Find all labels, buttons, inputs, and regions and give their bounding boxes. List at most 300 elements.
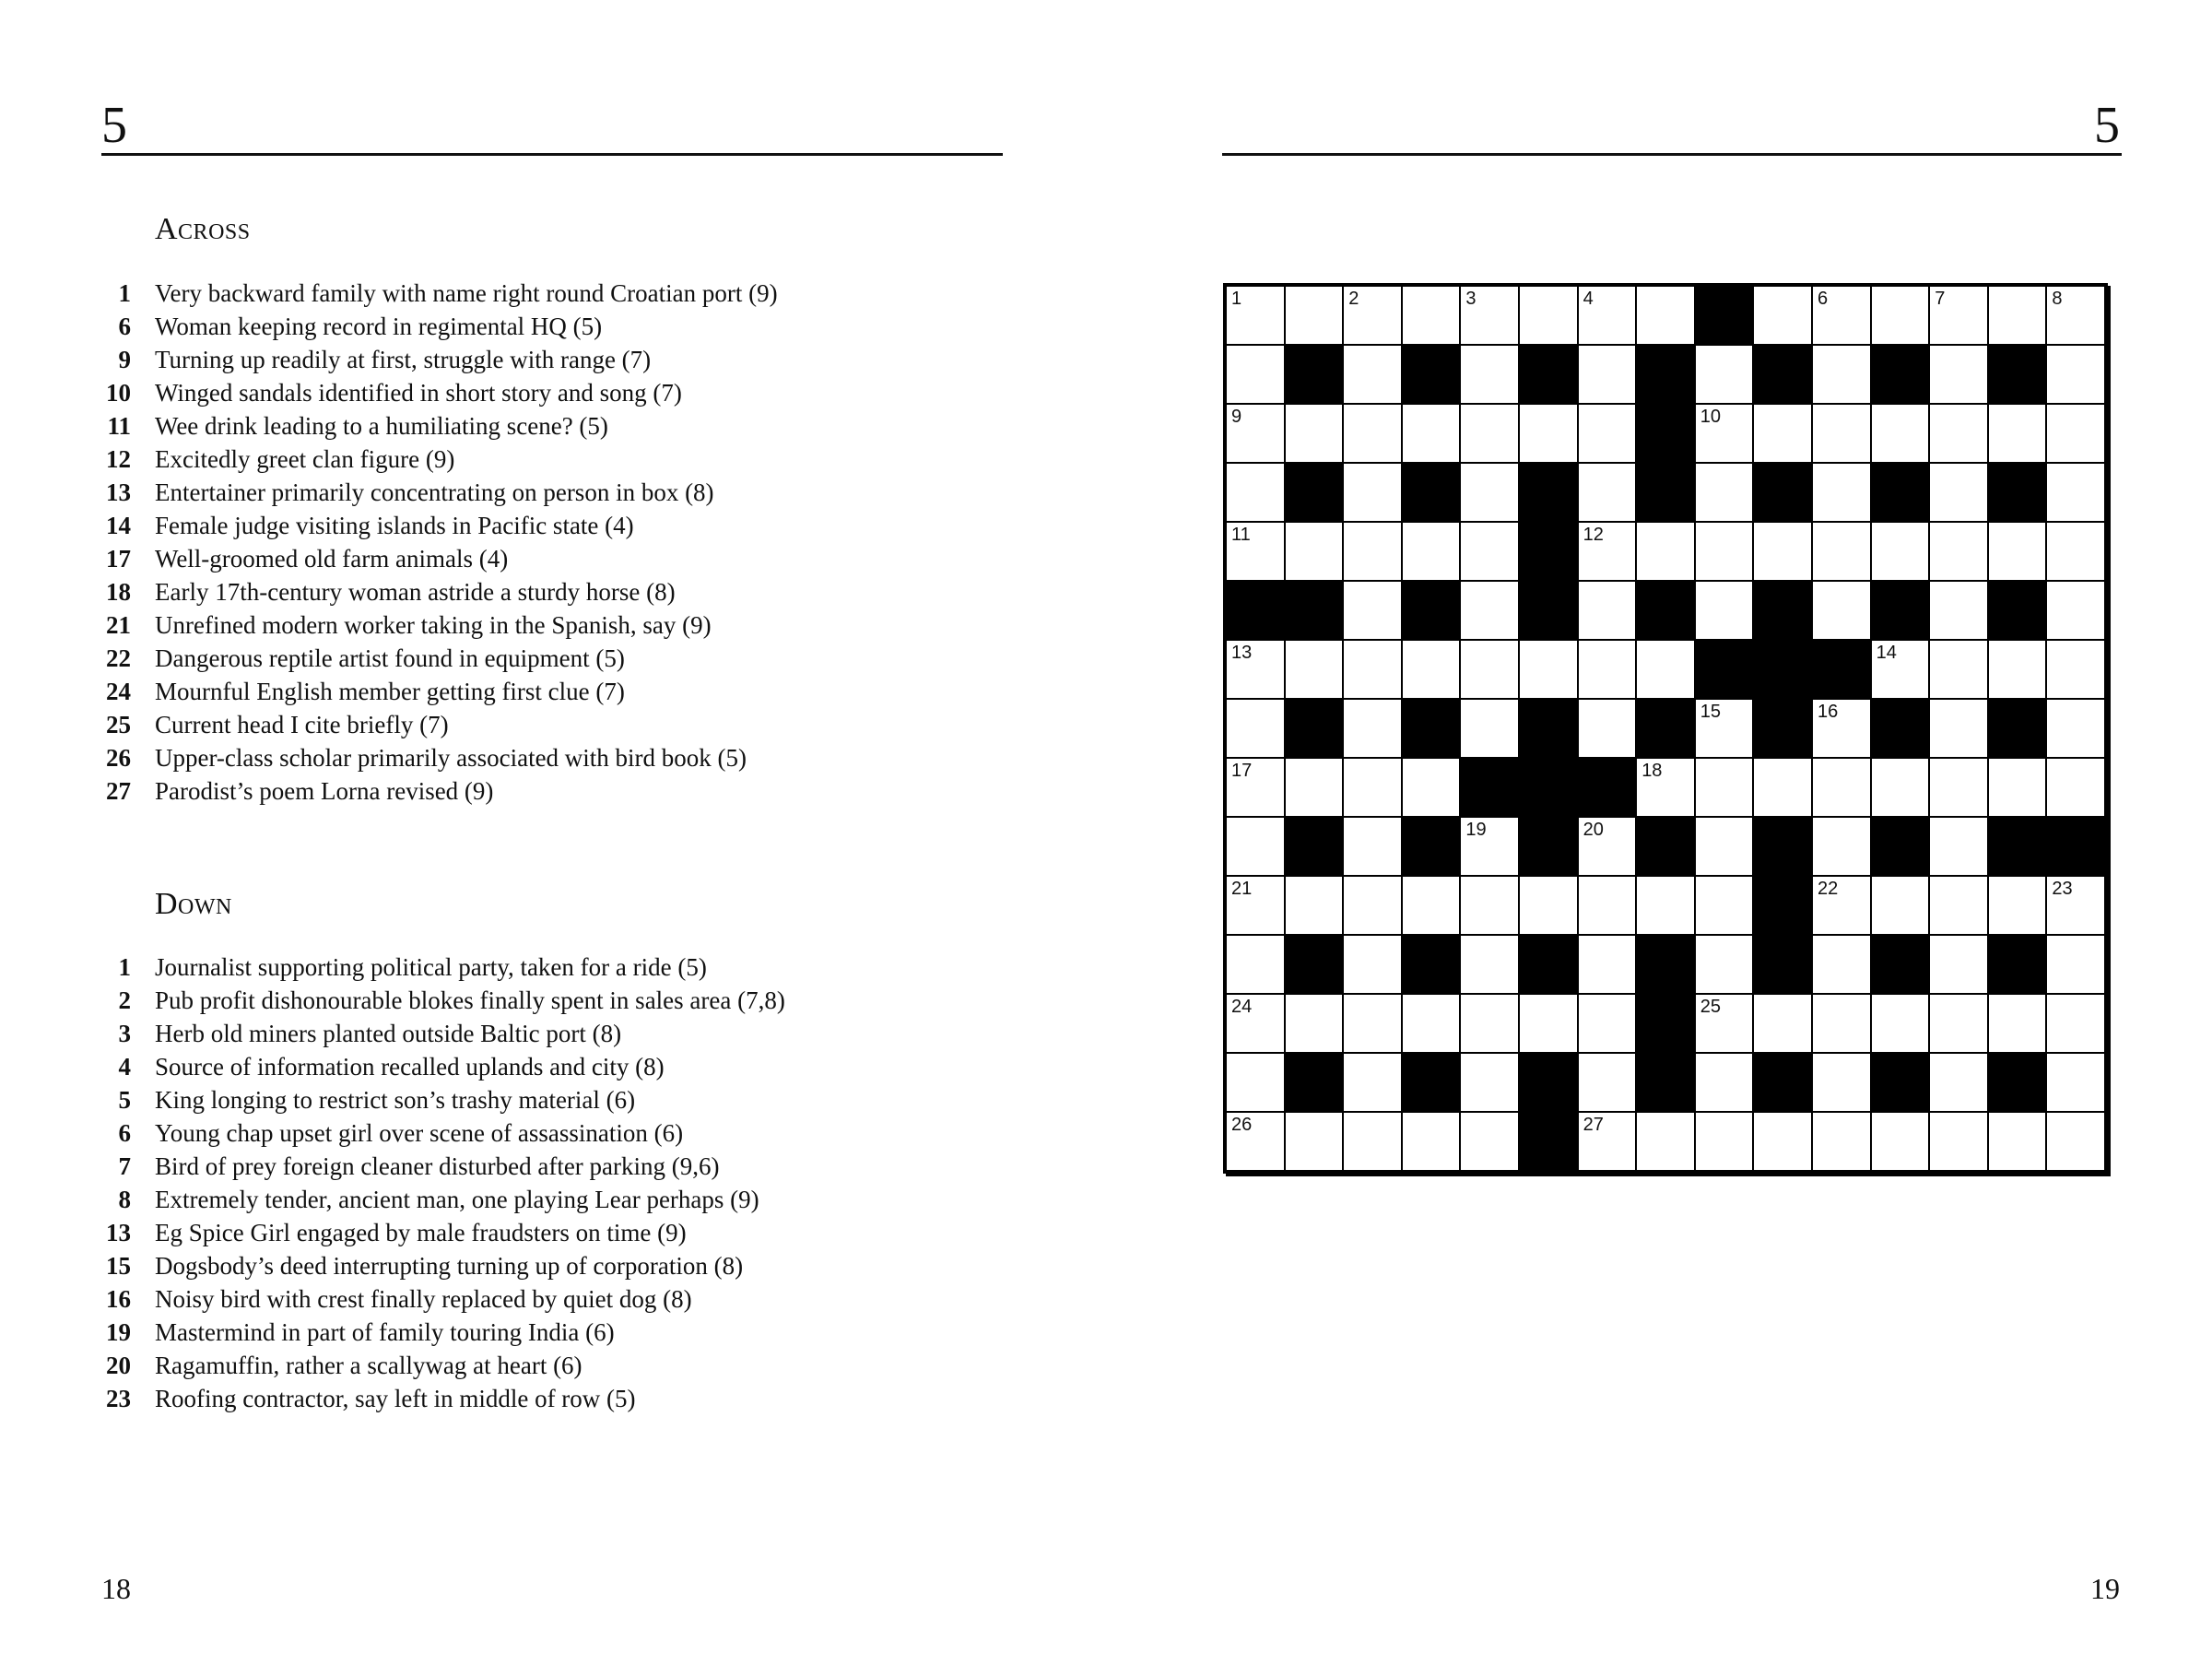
clue-text: Well-groomed old farm animals (4) [155, 544, 509, 573]
clue-text: Woman keeping record in regimental HQ (5) [155, 312, 603, 340]
grid-cell[interactable] [1344, 995, 1401, 1052]
grid-cell[interactable] [1579, 818, 1636, 875]
grid-block [1286, 818, 1343, 875]
grid-cell[interactable] [1813, 877, 1870, 934]
down-clue [92, 1382, 785, 1415]
grid-cell[interactable] [1344, 405, 1401, 462]
across-clue [92, 741, 778, 774]
grid-cell[interactable] [1227, 877, 1284, 934]
down-heading: Down [155, 887, 232, 921]
grid-block [1696, 641, 1753, 698]
clue-number: 5 [118, 1085, 131, 1114]
grid-cell[interactable] [1872, 1113, 1929, 1170]
clue-number: 14 [106, 511, 131, 539]
grid-block [1403, 582, 1460, 639]
grid-cell[interactable] [1930, 1113, 1987, 1170]
grid-cell[interactable] [1286, 405, 1343, 462]
grid-cell[interactable] [1989, 405, 2046, 462]
grid-block [1286, 346, 1343, 403]
grid-cell[interactable] [1344, 1113, 1401, 1170]
grid-cell[interactable] [1637, 1113, 1694, 1170]
grid-cell[interactable] [1813, 287, 1870, 344]
grid-block [1286, 700, 1343, 757]
grid-cell[interactable] [1813, 405, 1870, 462]
grid-cell[interactable] [1579, 1054, 1636, 1111]
across-heading: Across [155, 212, 251, 246]
grid-cell[interactable] [2047, 464, 2104, 521]
grid-cell[interactable] [2047, 877, 2104, 934]
grid-block [1637, 700, 1694, 757]
grid-cell[interactable] [1227, 346, 1284, 403]
grid-cell[interactable] [1930, 582, 1987, 639]
clue-number: 25 [106, 710, 131, 738]
clue-number: 27 [106, 776, 131, 805]
cell-number: 3 [1465, 289, 1477, 309]
grid-cell[interactable] [1813, 346, 1870, 403]
grid-block [1403, 936, 1460, 993]
clue-number: 23 [106, 1384, 131, 1412]
grid-cell[interactable] [1344, 287, 1401, 344]
grid-cell[interactable] [1813, 1054, 1870, 1111]
clue-text: Turning up readily at first, struggle with range (7) [155, 345, 652, 373]
grid-cell[interactable] [1579, 582, 1636, 639]
grid-cell[interactable] [1872, 523, 1929, 580]
grid-block [1520, 464, 1577, 521]
grid-block [1754, 1054, 1811, 1111]
grid-cell[interactable] [2047, 1113, 2104, 1170]
grid-cell[interactable] [1344, 700, 1401, 757]
across-clue [92, 443, 778, 476]
cell-number: 24 [1231, 997, 1253, 1017]
cell-number: 23 [2052, 879, 2073, 899]
grid-block [1754, 464, 1811, 521]
grid-cell[interactable] [1872, 995, 1929, 1052]
grid-cell[interactable] [1813, 523, 1870, 580]
grid-cell[interactable] [1813, 818, 1870, 875]
grid-cell[interactable] [1344, 582, 1401, 639]
grid-cell[interactable] [1696, 995, 1753, 1052]
grid-cell[interactable] [1579, 700, 1636, 757]
clue-number: 17 [106, 544, 131, 573]
grid-block [1872, 818, 1929, 875]
clue-text: Source of information recalled uplands and city (8) [155, 1052, 665, 1081]
grid-block [1637, 405, 1694, 462]
header-rule-left [101, 153, 1003, 156]
grid-cell[interactable] [1286, 759, 1343, 816]
cell-number: 21 [1231, 879, 1253, 899]
grid-cell[interactable] [1637, 877, 1694, 934]
grid-cell[interactable] [1754, 523, 1811, 580]
down-clue [92, 1249, 785, 1282]
grid-block [1403, 346, 1460, 403]
clue-text: Winged sandals identified in short story and song (7) [155, 378, 682, 407]
grid-cell[interactable] [1637, 759, 1694, 816]
grid-cell[interactable] [2047, 523, 2104, 580]
grid-cell[interactable] [1872, 405, 1929, 462]
grid-cell[interactable] [1696, 464, 1753, 521]
across-clue [92, 642, 778, 675]
grid-cell[interactable] [1579, 1113, 1636, 1170]
down-clue [92, 1150, 785, 1183]
grid-cell[interactable] [1989, 523, 2046, 580]
grid-cell[interactable] [1989, 877, 2046, 934]
grid-cell[interactable] [1403, 1113, 1460, 1170]
clue-text: Extremely tender, ancient man, one playing Lear perhaps (9) [155, 1185, 759, 1213]
clue-text: Young chap upset girl over scene of assassination (6) [155, 1118, 684, 1147]
grid-block [1637, 995, 1694, 1052]
grid-cell[interactable] [1989, 1113, 2046, 1170]
cell-number: 15 [1700, 702, 1722, 722]
grid-cell[interactable] [1813, 936, 1870, 993]
grid-block [1989, 464, 2046, 521]
clue-number: 7 [118, 1151, 131, 1180]
grid-cell[interactable] [1286, 523, 1343, 580]
grid-cell[interactable] [1227, 759, 1284, 816]
grid-cell[interactable] [1930, 405, 1987, 462]
grid-cell[interactable] [1872, 877, 1929, 934]
across-clue [92, 542, 778, 575]
clue-text: Ragamuffin, rather a scallywag at heart (6) [155, 1351, 582, 1379]
down-clue [92, 1116, 785, 1150]
clue-text: Early 17th-century woman astride a sturdy horse (8) [155, 577, 676, 606]
clue-number: 20 [106, 1351, 131, 1379]
grid-block [1754, 700, 1811, 757]
grid-cell[interactable] [2047, 287, 2104, 344]
cell-number: 14 [1876, 643, 1897, 663]
clue-text: Excitedly greet clan figure (9) [155, 444, 455, 473]
grid-cell[interactable] [1227, 700, 1284, 757]
grid-cell[interactable] [2047, 405, 2104, 462]
page-number-right: 19 [2090, 1572, 2120, 1605]
grid-cell[interactable] [1286, 641, 1343, 698]
grid-cell[interactable] [1813, 582, 1870, 639]
grid-cell[interactable] [1403, 287, 1460, 344]
grid-cell[interactable] [2047, 346, 2104, 403]
grid-cell[interactable] [1403, 759, 1460, 816]
grid-block [1520, 700, 1577, 757]
grid-block [1989, 582, 2046, 639]
grid-cell[interactable] [1227, 1054, 1284, 1111]
across-clue [92, 675, 778, 708]
clue-number: 4 [118, 1052, 131, 1081]
grid-cell[interactable] [1461, 464, 1518, 521]
grid-cell[interactable] [1227, 936, 1284, 993]
grid-block [1403, 464, 1460, 521]
grid-block [1754, 641, 1811, 698]
clue-number: 22 [106, 644, 131, 672]
grid-cell[interactable] [1930, 346, 1987, 403]
grid-cell[interactable] [1579, 346, 1636, 403]
grid-block [1520, 1113, 1577, 1170]
cell-number: 22 [1817, 879, 1839, 899]
grid-cell[interactable] [1461, 1113, 1518, 1170]
grid-cell[interactable] [1813, 1113, 1870, 1170]
clue-text: Upper-class scholar primarily associated with bird book (5) [155, 743, 747, 772]
grid-cell[interactable] [1286, 877, 1343, 934]
grid-block [1637, 818, 1694, 875]
cell-number: 7 [1935, 289, 1946, 309]
grid-cell[interactable] [1579, 287, 1636, 344]
grid-cell[interactable] [1461, 523, 1518, 580]
grid-cell[interactable] [1403, 995, 1460, 1052]
grid-block [1754, 818, 1811, 875]
clue-number: 9 [118, 345, 131, 373]
grid-block [1520, 818, 1577, 875]
grid-cell[interactable] [1344, 1054, 1401, 1111]
clue-number: 8 [118, 1185, 131, 1213]
grid-cell[interactable] [1461, 936, 1518, 993]
grid-cell[interactable] [1637, 287, 1694, 344]
grid-cell[interactable] [1754, 759, 1811, 816]
grid-cell[interactable] [1696, 1054, 1753, 1111]
puzzle-number-left: 5 [101, 97, 127, 154]
down-clue [92, 1216, 785, 1249]
clue-number: 2 [118, 986, 131, 1014]
grid-cell[interactable] [1344, 464, 1401, 521]
grid-cell[interactable] [1461, 641, 1518, 698]
clue-number: 21 [106, 610, 131, 639]
grid-cell[interactable] [1461, 582, 1518, 639]
grid-cell[interactable] [1930, 759, 1987, 816]
clue-text: Mournful English member getting first clue (7) [155, 677, 625, 705]
across-clue [92, 476, 778, 509]
grid-cell[interactable] [1813, 995, 1870, 1052]
grid-cell[interactable] [1461, 995, 1518, 1052]
across-clue [92, 575, 778, 608]
grid-cell[interactable] [1520, 405, 1577, 462]
grid-cell[interactable] [2047, 1054, 2104, 1111]
grid-cell[interactable] [1872, 287, 1929, 344]
grid-cell[interactable] [1813, 700, 1870, 757]
clue-number: 13 [106, 478, 131, 506]
grid-cell[interactable] [1461, 346, 1518, 403]
grid-cell[interactable] [2047, 995, 2104, 1052]
cell-number: 18 [1641, 761, 1663, 781]
grid-cell[interactable] [1579, 464, 1636, 521]
cell-number: 25 [1700, 997, 1722, 1017]
grid-cell[interactable] [1227, 405, 1284, 462]
grid-cell[interactable] [1286, 995, 1343, 1052]
grid-cell[interactable] [1344, 346, 1401, 403]
grid-cell[interactable] [1696, 700, 1753, 757]
grid-cell[interactable] [1227, 641, 1284, 698]
across-clue [92, 343, 778, 376]
grid-block [1754, 346, 1811, 403]
down-clue-list [92, 951, 785, 1415]
grid-cell[interactable] [1520, 995, 1577, 1052]
grid-cell[interactable] [1227, 464, 1284, 521]
grid-cell[interactable] [1696, 523, 1753, 580]
clue-text: Current head I cite briefly (7) [155, 710, 449, 738]
clue-number: 6 [118, 312, 131, 340]
grid-cell[interactable] [1520, 287, 1577, 344]
grid-cell[interactable] [2047, 936, 2104, 993]
grid-cell[interactable] [1930, 641, 1987, 698]
grid-cell[interactable] [1754, 995, 1811, 1052]
grid-cell[interactable] [1930, 287, 1987, 344]
clue-text: Mastermind in part of family touring India (6) [155, 1317, 615, 1346]
grid-cell[interactable] [1344, 641, 1401, 698]
clue-number: 1 [118, 952, 131, 981]
grid-cell[interactable] [1461, 405, 1518, 462]
grid-cell[interactable] [1403, 523, 1460, 580]
clue-number: 16 [106, 1284, 131, 1313]
grid-cell[interactable] [1696, 818, 1753, 875]
clue-number: 19 [106, 1317, 131, 1346]
clue-number: 12 [106, 444, 131, 473]
grid-cell[interactable] [1696, 936, 1753, 993]
grid-cell[interactable] [2047, 759, 2104, 816]
grid-cell[interactable] [1579, 995, 1636, 1052]
grid-block [1989, 700, 2046, 757]
grid-cell[interactable] [1579, 936, 1636, 993]
grid-cell[interactable] [1579, 641, 1636, 698]
grid-cell[interactable] [1813, 759, 1870, 816]
down-clue [92, 1050, 785, 1083]
grid-cell[interactable] [1813, 464, 1870, 521]
clue-number: 18 [106, 577, 131, 606]
clue-number: 3 [118, 1019, 131, 1047]
grid-cell[interactable] [1930, 818, 1987, 875]
across-clue [92, 376, 778, 409]
clue-number: 11 [107, 411, 131, 440]
cell-number: 2 [1348, 289, 1359, 309]
grid-cell[interactable] [1696, 877, 1753, 934]
clue-text: King longing to restrict son’s trashy material (6) [155, 1085, 636, 1114]
grid-block [1520, 346, 1577, 403]
grid-block [1637, 1054, 1694, 1111]
grid-block [1872, 346, 1929, 403]
grid-cell[interactable] [1520, 877, 1577, 934]
grid-cell[interactable] [1286, 287, 1343, 344]
cell-number: 9 [1231, 407, 1242, 427]
grid-cell[interactable] [1344, 936, 1401, 993]
grid-cell[interactable] [1227, 287, 1284, 344]
grid-cell[interactable] [1637, 641, 1694, 698]
grid-block [1989, 346, 2046, 403]
grid-cell[interactable] [1989, 641, 2046, 698]
grid-cell[interactable] [2047, 700, 2104, 757]
grid-cell[interactable] [1520, 641, 1577, 698]
grid-cell[interactable] [1930, 877, 1987, 934]
down-clue [92, 1316, 785, 1349]
grid-block [1520, 759, 1577, 816]
grid-cell[interactable] [1227, 523, 1284, 580]
grid-cell[interactable] [1403, 877, 1460, 934]
grid-cell[interactable] [1930, 700, 1987, 757]
cell-number: 1 [1231, 289, 1242, 309]
grid-cell[interactable] [1461, 287, 1518, 344]
cell-number: 13 [1231, 643, 1253, 663]
grid-block [1286, 936, 1343, 993]
grid-cell[interactable] [1344, 877, 1401, 934]
clue-text: Unrefined modern worker taking in the Spanish, say (9) [155, 610, 712, 639]
grid-cell[interactable] [1461, 700, 1518, 757]
grid-block [1520, 523, 1577, 580]
grid-cell[interactable] [1754, 287, 1811, 344]
grid-cell[interactable] [1872, 759, 1929, 816]
grid-cell[interactable] [1227, 818, 1284, 875]
clue-number: 1 [118, 278, 131, 307]
grid-block [1813, 641, 1870, 698]
grid-cell[interactable] [1227, 1113, 1284, 1170]
clue-text: Pub profit dishonourable blokes finally spent in sales area (7,8) [155, 986, 785, 1014]
grid-cell[interactable] [1461, 877, 1518, 934]
grid-block [1872, 700, 1929, 757]
grid-block [1520, 936, 1577, 993]
grid-block [1989, 936, 2046, 993]
grid-block [1637, 346, 1694, 403]
grid-cell[interactable] [1930, 464, 1987, 521]
grid-cell[interactable] [1637, 523, 1694, 580]
grid-cell[interactable] [1461, 818, 1518, 875]
clue-text: Dogsbody’s deed interrupting turning up of corporation (8) [155, 1251, 744, 1280]
grid-block [1872, 1054, 1929, 1111]
grid-cell[interactable] [2047, 641, 2104, 698]
across-clue [92, 708, 778, 741]
grid-cell[interactable] [1930, 1054, 1987, 1111]
clue-text: Parodist’s poem Lorna revised (9) [155, 776, 494, 805]
grid-cell[interactable] [1696, 346, 1753, 403]
cell-number: 12 [1583, 525, 1604, 545]
grid-cell[interactable] [1403, 641, 1460, 698]
grid-cell[interactable] [1286, 1113, 1343, 1170]
grid-cell[interactable] [1344, 523, 1401, 580]
grid-cell[interactable] [1696, 582, 1753, 639]
grid-cell[interactable] [1579, 877, 1636, 934]
grid-cell[interactable] [2047, 582, 2104, 639]
grid-cell[interactable] [1930, 936, 1987, 993]
down-clue [92, 1017, 785, 1050]
across-clue [92, 509, 778, 542]
grid-cell[interactable] [1930, 523, 1987, 580]
clue-text: Very backward family with name right round Croatian port (9) [155, 278, 778, 307]
grid-block [1754, 936, 1811, 993]
grid-cell[interactable] [1989, 995, 2046, 1052]
grid-cell[interactable] [1989, 287, 2046, 344]
grid-block [1872, 582, 1929, 639]
grid-block [1403, 1054, 1460, 1111]
clue-text: Roofing contractor, say left in middle of row (5) [155, 1384, 636, 1412]
grid-cell[interactable] [1403, 405, 1460, 462]
cell-number: 4 [1583, 289, 1594, 309]
grid-cell[interactable] [1930, 995, 1987, 1052]
clue-text: Wee drink leading to a humiliating scene? (5) [155, 411, 608, 440]
clue-number: 13 [106, 1218, 131, 1246]
cell-number: 6 [1817, 289, 1829, 309]
grid-cell[interactable] [1344, 818, 1401, 875]
grid-cell[interactable] [1579, 523, 1636, 580]
grid-block [1403, 818, 1460, 875]
grid-cell[interactable] [1696, 1113, 1753, 1170]
grid-cell[interactable] [1872, 641, 1929, 698]
grid-cell[interactable] [1754, 405, 1811, 462]
grid-cell[interactable] [1344, 759, 1401, 816]
grid-block [1696, 287, 1753, 344]
down-clue [92, 1282, 785, 1316]
grid-cell[interactable] [1989, 759, 2046, 816]
grid-cell[interactable] [1461, 1054, 1518, 1111]
grid-cell[interactable] [1579, 405, 1636, 462]
cell-number: 20 [1583, 820, 1604, 840]
grid-cell[interactable] [1696, 405, 1753, 462]
grid-cell[interactable] [1754, 1113, 1811, 1170]
grid-cell[interactable] [1227, 995, 1284, 1052]
clue-text: Eg Spice Girl engaged by male fraudsters on time (9) [155, 1218, 687, 1246]
grid-cell[interactable] [1696, 759, 1753, 816]
cell-number: 17 [1231, 761, 1253, 781]
across-clue [92, 608, 778, 642]
